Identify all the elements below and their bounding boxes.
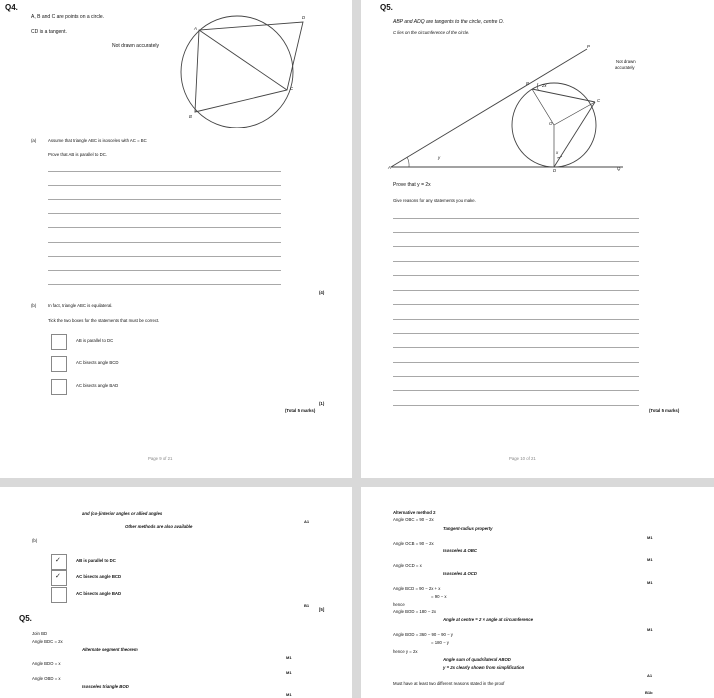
part-b-label: (b) — [31, 303, 37, 308]
ms-b1-mark: B1 — [304, 603, 310, 608]
question-line-2: CD is a tangent. — [31, 29, 67, 35]
ms-r2-reason: Isosceles Δ OBC — [443, 548, 478, 553]
angle-arc-y — [407, 157, 409, 167]
part-a-text: Assume that triangle ABC is isosceles with AC = BC — [48, 138, 147, 143]
reasons-instruction: Give reasons for any statements you make. — [393, 198, 476, 203]
label-a: A — [194, 26, 197, 31]
ms-line-3: Angle OBD = x — [32, 676, 61, 681]
page-footer: Page 9 of 21 — [148, 456, 173, 461]
label-b: B — [189, 114, 192, 119]
ms-r5-reason: Angle at centre = 2 × angle at circumference — [443, 617, 534, 622]
ms-alt-title: Alternative method 2 — [393, 510, 436, 515]
radius-oc — [554, 102, 595, 125]
ms-note: Must have at least two different reasons stated in the proof — [393, 681, 505, 686]
part-a-marks: (4) — [319, 290, 325, 295]
option-2: AC bisects angle BCD — [76, 360, 119, 365]
radius-ob — [532, 89, 554, 125]
question-line-1: A, B and C are points on a circle. — [31, 14, 105, 20]
part-b-marks: (1) — [319, 401, 325, 406]
tick-box-1[interactable] — [51, 334, 67, 350]
label-o: O — [549, 121, 553, 126]
ms-join: Join BD — [32, 631, 48, 636]
part-a-prove: Prove that AB is parallel to DC. — [48, 152, 107, 157]
check-icon: ✓ — [55, 573, 61, 580]
page-10 — [361, 0, 714, 478]
ms-top-line: and (co-)interior angles or allied angles — [82, 511, 163, 516]
ms-r5: Angle BOD = 180 − 2x — [393, 609, 436, 614]
ms-option-3: AC bisects angle BAD — [76, 591, 122, 596]
ms-option-2: AC bisects angle BCD — [76, 574, 122, 579]
angle-arc-x — [557, 156, 562, 158]
label-2x: 2x — [542, 83, 547, 88]
ms-r3-reason: Isosceles Δ OCD — [443, 571, 478, 576]
ms-mark-5: A1 — [647, 673, 653, 678]
label-c: C — [597, 98, 601, 103]
label-x: x — [556, 150, 559, 155]
tangent-diagram-q5 — [387, 44, 627, 172]
ms-q5-number: Q5. — [19, 614, 32, 623]
ms-r7-reason: Angle sum of quadrilateral ABOD — [443, 657, 511, 662]
ms-r1-reason: Tangent-radius property — [443, 526, 493, 531]
not-drawn-note-1: Not drawn — [616, 59, 636, 64]
ms-line-3-reason: Isosceles triangle BOD — [82, 684, 129, 689]
part-b-instruction: Tick the two boxes for the statements that must be correct. — [48, 318, 160, 323]
ms-r6: Angle BOD = 360 − 90 − 90 − y — [393, 632, 453, 637]
segment-bc — [532, 89, 595, 102]
tick-box-2[interactable] — [51, 356, 67, 372]
question-number: Q5. — [380, 3, 393, 12]
ms-r7b: y = 2x clearly shown from simplification — [443, 665, 525, 670]
ms-mark-4: M1 — [647, 627, 653, 632]
option-1: AB is parallel to DC — [76, 338, 114, 343]
ms-r1: Angle OBC = 90 − 2x — [393, 517, 434, 522]
ms-r2: Angle OCB = 90 − 2x — [393, 541, 434, 546]
ms-hence-1: hence — [393, 602, 405, 607]
ms-top-mark: A1 — [304, 519, 310, 524]
label-d: D — [302, 15, 306, 20]
question-number: Q4. — [5, 3, 18, 12]
ms-r4b: = 90 − x — [431, 594, 447, 599]
option-3: AC bisects angle BAD — [76, 383, 119, 388]
ms-mark-2: M1 — [647, 557, 653, 562]
ms-mark-6: B1b — [645, 690, 653, 695]
part-a-label: (a) — [31, 138, 37, 143]
ms-other-methods: Other methods are also available — [125, 524, 193, 529]
ms-line-2: Angle BDO = x — [32, 661, 61, 666]
ms-tick-box-3 — [51, 587, 67, 603]
label-d: D — [553, 168, 557, 173]
page-footer: Page 10 of 21 — [509, 456, 536, 461]
ms-mark-1: M1 — [286, 655, 292, 660]
ms-option-1: AB is parallel to DC — [76, 558, 116, 563]
ms-r3: Angle OCD = x — [393, 563, 422, 568]
question-line-2: C lies on the circumference of the circle. — [393, 30, 470, 35]
label-p: P — [587, 44, 590, 49]
label-b: B — [526, 81, 529, 86]
label-c: C — [290, 86, 294, 91]
ms-line-1: Angle BDC = 2x — [32, 639, 63, 644]
page-9 — [0, 0, 352, 478]
ms-r4: Angle BCD = 90 − 2x + x — [393, 586, 441, 591]
not-drawn-note-2: accurately — [615, 65, 635, 70]
mark-scheme-left — [0, 487, 352, 698]
ms-line-1-reason: Alternate segment theorem — [82, 647, 138, 652]
tick-box-3[interactable] — [51, 379, 67, 395]
ms-mark-3: M1 — [647, 580, 653, 585]
check-icon: ✓ — [55, 557, 61, 564]
ms-r6b: = 180 − y — [431, 640, 449, 645]
total-marks: (Total 5 marks) — [649, 408, 680, 413]
label-y: y — [438, 155, 441, 160]
ms-mark-1: M1 — [647, 535, 653, 540]
question-line-1: ABP and ADQ are tangents to the circle, centre O. — [393, 19, 505, 25]
not-drawn-note: Not drawn accurately — [112, 43, 159, 49]
total-marks: (Total 5 marks) — [285, 408, 316, 413]
ms-mark-3: M1 — [286, 692, 292, 697]
ms-total-5: [5] — [319, 607, 325, 612]
mark-scheme-right — [361, 487, 714, 698]
label-q: Q — [617, 166, 621, 171]
segment-ac — [199, 30, 287, 90]
prove-statement: Prove that y = 2x — [393, 182, 431, 188]
label-a: A — [388, 165, 391, 170]
ms-hence-2: hence y = 2x — [393, 649, 418, 654]
ms-mark-2: M1 — [286, 670, 292, 675]
part-b-text: In fact, triangle ABC is equilateral. — [48, 303, 113, 308]
ms-part-b: (b) — [32, 538, 38, 543]
